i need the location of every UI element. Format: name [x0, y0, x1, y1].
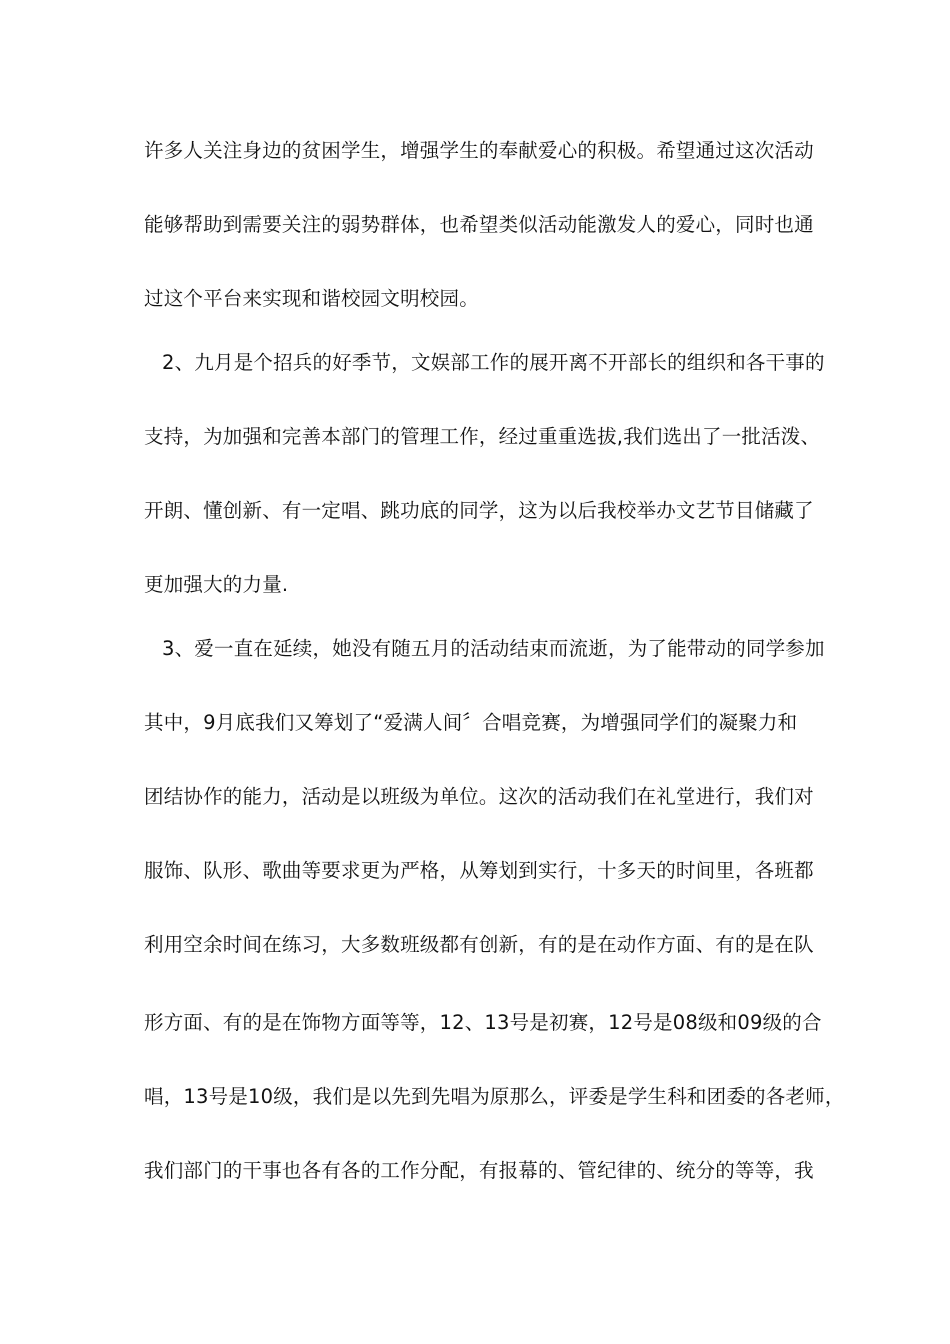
text-line: 过这个平台来实现和谐校园文明校园。 [144, 287, 479, 310]
text-line: 利用空余时间在练习，大多数班级都有创新，有的是在动作方面、有的是在队 [144, 933, 814, 956]
text-line: 许多人关注身边的贫困学生，增强学生的奉献爱心的积极。希望通过这次活动 [144, 139, 814, 162]
text-line: 我们部门的干事也各有各的工作分配，有报幕的、管纪律的、统分的等等，我 [144, 1159, 814, 1182]
text-line: 其中，9月底我们又筹划了“爱满人间〞合唱竞赛，为增强同学们的凝聚力和 [144, 711, 798, 734]
text-line: 服饰、队形、歌曲等要求更为严格，从筹划到实行，十多天的时间里，各班都 [144, 859, 814, 882]
text-line: 更加强大的力量. [144, 573, 289, 596]
text-line: 开朗、懂创新、有一定唱、跳功底的同学，这为以后我校举办文艺节目储藏了 [144, 499, 814, 522]
text-line: 唱，13号是10级，我们是以先到先唱为原那么，评委是学生科和团委的各老师， [144, 1085, 845, 1108]
text-line: 2、九月是个招兵的好季节，文娱部工作的展开离不开部长的组织和各干事的 [162, 351, 825, 374]
text-line: 支持，为加强和完善本部门的管理工作，经过重重选拔,我们选出了一批活泼、 [144, 425, 821, 448]
text-line: 3、爱一直在延续，她没有随五月的活动结束而流逝，为了能带动的同学参加 [162, 637, 825, 660]
text-line: 形方面、有的是在饰物方面等等，12、13号是初赛，12号是08级和09级的合 [144, 1011, 822, 1034]
text-line: 团结协作的能力，活动是以班级为单位。这次的活动我们在礼堂进行，我们对 [144, 785, 814, 808]
text-line: 能够帮助到需要关注的弱势群体，也希望类似活动能激发人的爱心，同时也通 [144, 213, 814, 236]
